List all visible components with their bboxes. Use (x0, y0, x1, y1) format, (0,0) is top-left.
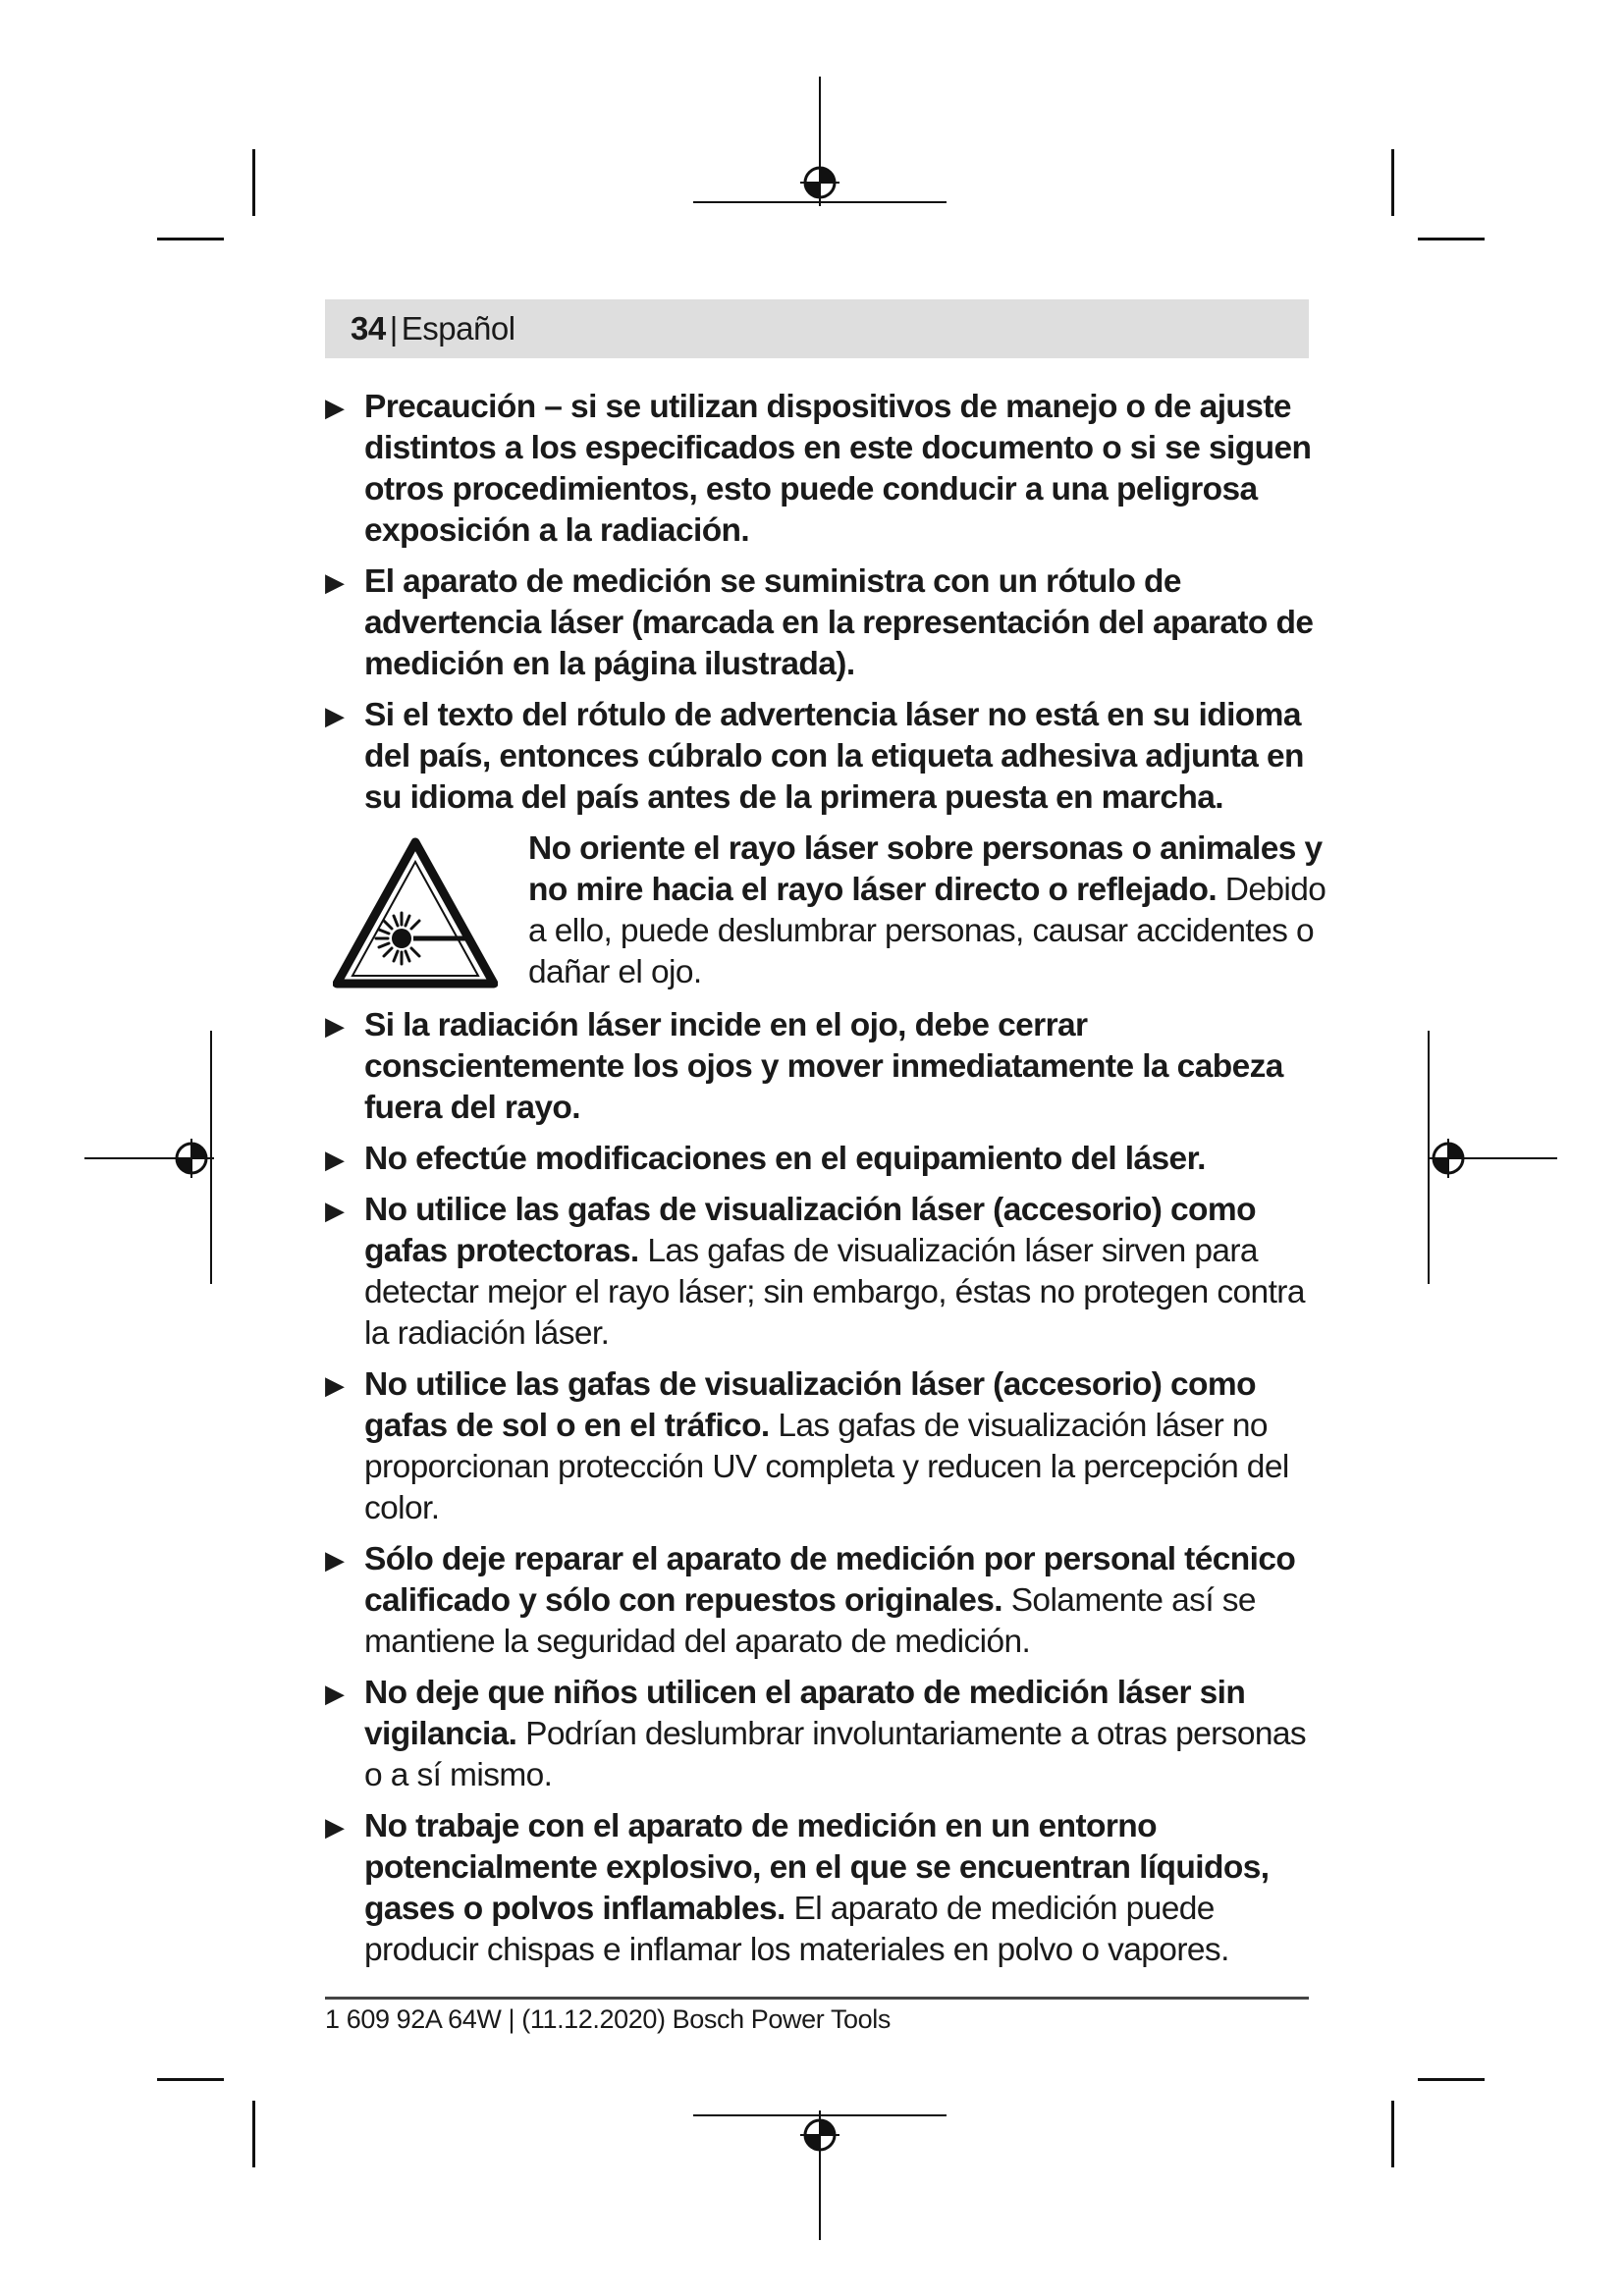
crop-mark (157, 238, 224, 240)
crop-mark (157, 2078, 224, 2081)
page-footer: 1 609 92A 64W | (11.12.2020) Bosch Power Tools (325, 2004, 891, 2034)
bullet-arrow-icon: ▶ (325, 1812, 345, 1842)
registration-mark-icon (800, 2115, 839, 2155)
crop-mark (1418, 2078, 1485, 2081)
item-bold-text: No efectúe modificaciones en el equipamiento del láser. (364, 1141, 1206, 1177)
crop-mark (1418, 238, 1485, 240)
item-normal-text: Las gafas de visualización láser no proporcionan protección UV completa y reducen la percepción del color. (364, 1408, 1289, 1526)
list-item (325, 1190, 1328, 1355)
item-bold-text: No utilice las gafas de visualización láser (accesorio) como gafas de sol o en el tráfico. (364, 1366, 1256, 1444)
list-item (325, 387, 1328, 552)
list-item (325, 1005, 1328, 1129)
item-bold-text: No trabaje con el aparato de medición en un entorno potencialmente explosivo, en el que se encuentran líquidos, gases o polvos inflamables. (364, 1808, 1270, 1927)
item-normal-text: Las gafas de visualización láser sirven para detectar mejor el rayo láser; sin embargo, éstas no protegen contra la radiación láser. (364, 1233, 1305, 1352)
registration-mark-icon (172, 1139, 211, 1178)
bullet-arrow-icon: ▶ (325, 1145, 345, 1174)
bullet-arrow-icon: ▶ (325, 567, 345, 597)
bullet-arrow-icon: ▶ (325, 701, 345, 730)
crop-mark (252, 149, 255, 216)
item-bold-text: No utilice las gafas de visualización láser (accesorio) como gafas protectoras. (364, 1192, 1256, 1269)
list-item (325, 1806, 1328, 1971)
bullet-arrow-icon: ▶ (325, 1545, 345, 1575)
crop-mark (1391, 2101, 1394, 2167)
page-header (325, 299, 1309, 358)
bullet-arrow-icon: ▶ (325, 1196, 345, 1225)
footer-rule (325, 1997, 1309, 2000)
laser-warning-normal: Debido a ello, puede deslumbrar personas, causar accidentes o dañar el ojo. (528, 872, 1326, 990)
registration-mark-icon (800, 163, 839, 202)
item-bold-text: El aparato de medición se suministra con un rótulo de advertencia láser (marcada en la representación del aparato de medición en la página ilustrada). (364, 563, 1314, 682)
item-bold-text: Si la radiación láser incide en el ojo, debe cerrar conscientemente los ojos y mover inmediatamente la cabeza fuera del rayo. (364, 1007, 1283, 1126)
page-number: 34 (351, 310, 386, 347)
item-bold-text: No deje que niños utilicen el aparato de medición láser sin vigilancia. (364, 1675, 1246, 1752)
item-normal-text: El aparato de medición puede producir chispas e inflamar los materiales en polvo o vapores. (364, 1891, 1229, 1968)
crop-mark (252, 2101, 255, 2167)
bullet-arrow-icon: ▶ (325, 1370, 345, 1400)
list-item (325, 695, 1328, 819)
item-bold-text: Precaución – si se utilizan dispositivos de manejo o de ajuste distintos a los especificados en este documento o si se siguen otros procedimientos, esto puede conducir a una peligrosa exposición a la radiación. (364, 389, 1312, 549)
laser-warning-block (325, 828, 1328, 993)
item-normal-text: Solamente así se mantiene la seguridad del aparato de medición. (364, 1582, 1256, 1660)
laser-warning-bold: No oriente el rayo láser sobre personas o animales y no mire hacia el rayo láser directo o reflejado. (528, 830, 1323, 908)
header-language: Español (401, 310, 515, 347)
list-item (325, 1539, 1328, 1663)
list-item (325, 1139, 1328, 1180)
bullet-arrow-icon: ▶ (325, 1011, 345, 1041)
list-item (325, 1673, 1328, 1796)
list-item (325, 1364, 1328, 1529)
bullet-arrow-icon: ▶ (325, 393, 345, 422)
laser-warning-icon (333, 836, 498, 989)
item-normal-text: Podrían deslumbrar involuntariamente a otras personas o a sí mismo. (364, 1716, 1307, 1793)
header-separator: | (389, 310, 398, 347)
item-bold-text: Sólo deje reparar el aparato de medición por personal técnico calificado y sólo con repuestos originales. (364, 1541, 1296, 1619)
registration-mark-icon (1429, 1139, 1468, 1178)
safety-instructions (325, 387, 1328, 1981)
item-bold-text: Si el texto del rótulo de advertencia láser no está en su idioma del país, entonces cúbralo con la etiqueta adhesiva adjunta en su idioma del país antes de la primera puesta en marcha. (364, 697, 1304, 816)
crop-mark (1391, 149, 1394, 216)
list-item (325, 561, 1328, 685)
laser-warning-text (528, 828, 1328, 993)
bullet-arrow-icon: ▶ (325, 1679, 345, 1708)
